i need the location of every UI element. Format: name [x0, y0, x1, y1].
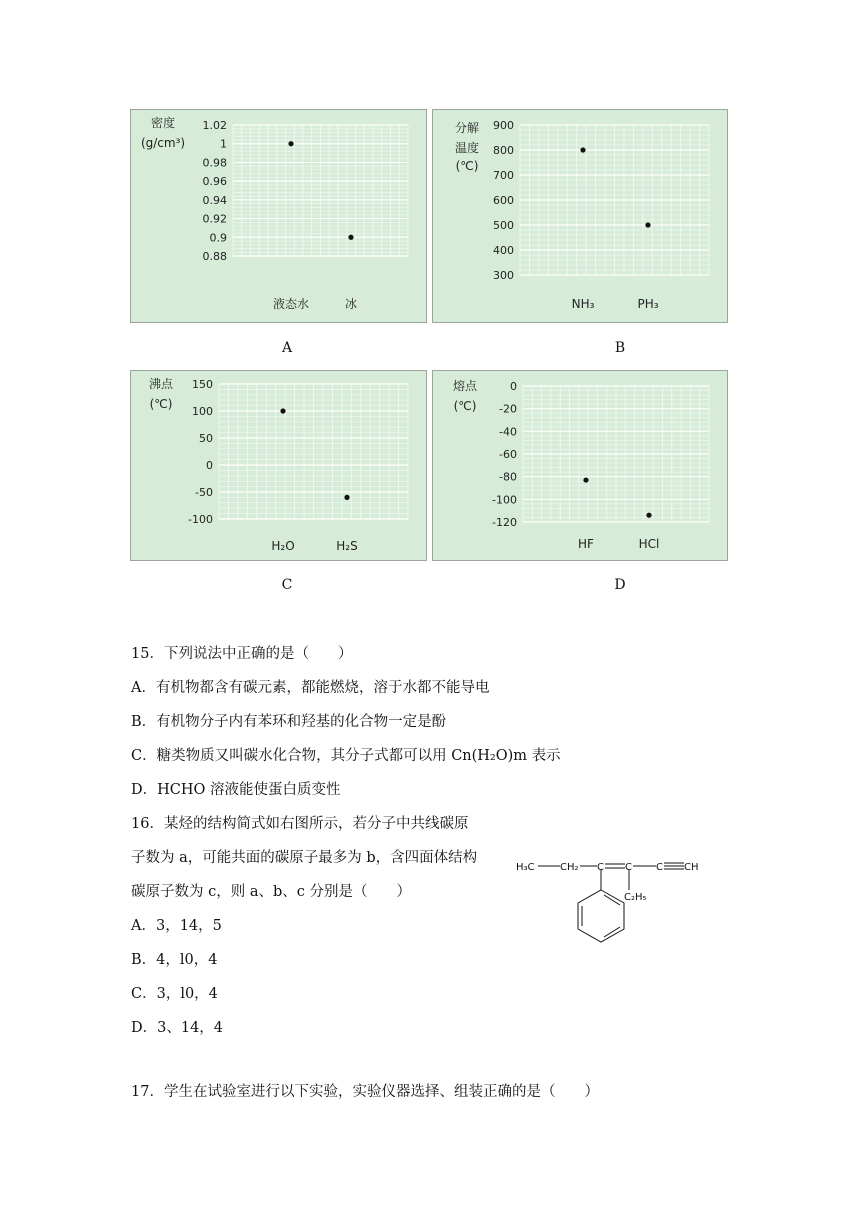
y-tick-label: 600 — [493, 194, 514, 207]
y-tick-label: 0.94 — [202, 193, 227, 207]
y-tick-label: 300 — [493, 269, 514, 282]
formula-c3: C — [656, 862, 663, 873]
q16-option-b: B．4，l0，4 — [131, 952, 218, 968]
x-category-label: H₂S — [336, 539, 358, 553]
data-point — [344, 495, 349, 500]
y-tick-label: 50 — [199, 432, 213, 445]
q16-stem-line-3: 碳原子数为 c，则 a、b、c 分别是（ ） — [131, 884, 411, 900]
q15-stem: 15．下列说法中正确的是（ ） — [131, 646, 353, 662]
y-tick-label: -40 — [499, 425, 517, 439]
y-tick-label: 1 — [220, 137, 227, 151]
y-tick-label: -80 — [499, 470, 517, 484]
formula-h3c: H₃C — [516, 862, 535, 873]
q17-stem: 17．学生在试验室进行以下实验，实验仪器选择、组装正确的是（ ） — [131, 1084, 599, 1100]
chart-d-svg — [433, 371, 729, 562]
chart-boiling-point — [130, 370, 427, 561]
y-tick-label: 150 — [192, 378, 213, 391]
y-tick-label: 0.9 — [209, 231, 227, 245]
gridlines — [520, 125, 709, 275]
y-axis-label: 分解 — [454, 121, 480, 135]
x-category-label: NH₃ — [571, 297, 595, 311]
y-tick-label: 700 — [493, 169, 514, 182]
y-tick-label: 800 — [493, 144, 514, 157]
y-tick-label: 500 — [493, 219, 514, 232]
formula-ch: CH — [684, 862, 699, 873]
gridlines — [219, 384, 408, 519]
y-axis-label: 熔点 — [452, 379, 478, 393]
data-point — [280, 408, 285, 413]
formula-ch2: CH₂ — [560, 862, 579, 873]
y-tick-label: 100 — [192, 405, 213, 418]
y-axis-label: 沸点 — [148, 377, 174, 391]
y-tick-label: -20 — [499, 402, 517, 416]
chart-decomposition-temperature — [432, 109, 728, 323]
formula-c2: C — [625, 862, 632, 873]
data-point — [645, 222, 650, 227]
y-axis-label: (℃) — [149, 397, 173, 411]
gridlines — [233, 125, 408, 256]
q15-option-d: D．HCHO 溶液能使蛋白质变性 — [131, 782, 341, 798]
y-tick-label: -100 — [492, 493, 517, 507]
chart-density — [130, 109, 427, 323]
y-axis-label: 温度 — [454, 141, 480, 155]
y-tick-label: -120 — [492, 516, 517, 529]
chart-b-caption: B — [614, 340, 626, 356]
y-tick-label: 0.98 — [202, 156, 227, 170]
q16-stem-line-1: 16．某烃的结构简式如右图所示，若分子中共线碳原 — [131, 816, 469, 832]
gridlines — [523, 386, 709, 522]
chart-a-caption: A — [281, 340, 293, 356]
y-tick-label: -60 — [499, 448, 517, 461]
x-category-label: HCl — [638, 537, 660, 551]
chart-a-svg — [131, 110, 428, 324]
x-category-label: H₂O — [271, 539, 295, 553]
q16-option-d: D．3、14，4 — [131, 1020, 224, 1036]
chart-d-caption: D — [614, 577, 626, 593]
y-tick-label: 0 — [206, 459, 213, 472]
y-tick-label: 400 — [493, 244, 514, 257]
y-tick-label: 900 — [493, 119, 514, 132]
q15-option-b: B．有机物分子内有苯环和羟基的化合物一定是酚 — [131, 714, 447, 730]
y-tick-label: 0.88 — [202, 250, 227, 263]
y-axis-label: 密度 — [150, 116, 176, 130]
y-tick-label: 0 — [510, 380, 517, 393]
y-tick-label: 0.96 — [202, 175, 227, 189]
chart-c-svg — [131, 371, 428, 562]
data-point — [348, 235, 353, 240]
chart-c-caption: C — [281, 577, 293, 593]
q15-option-c: C．糖类物质又叫碳水化合物，其分子式都可以用 Cn(H₂O)m 表示 — [131, 748, 561, 764]
q16-option-a: A．3，14，5 — [131, 918, 222, 934]
y-tick-label: -100 — [188, 513, 213, 526]
chart-melting-point — [432, 370, 728, 561]
y-tick-label: -50 — [195, 486, 213, 499]
data-point — [583, 477, 588, 482]
formula-c2h5: C₂H₅ — [624, 892, 647, 903]
structural-formula — [512, 848, 702, 958]
data-point — [646, 513, 651, 518]
formula-c1: C — [597, 862, 604, 873]
chart-b-svg — [433, 110, 729, 324]
q15-option-a: A．有机物都含有碳元素，都能燃烧，溶于水都不能导电 — [131, 680, 490, 696]
q16-option-c: C．3，l0，4 — [131, 986, 218, 1002]
y-axis-label: (℃) — [453, 399, 477, 413]
y-axis-label: (g/cm³) — [140, 136, 186, 150]
x-category-label: PH₃ — [637, 297, 659, 311]
data-point — [288, 141, 293, 146]
y-tick-label: 1.02 — [202, 119, 227, 132]
y-axis-label: (℃) — [455, 159, 479, 173]
x-category-label: HF — [578, 537, 594, 551]
x-category-label: 冰 — [344, 297, 358, 311]
y-tick-label: 0.92 — [202, 212, 227, 226]
q16-stem-line-2: 子数为 a，可能共面的碳原子最多为 b，含四面体结构 — [131, 850, 478, 866]
data-point — [580, 147, 585, 152]
x-category-label: 液态水 — [272, 297, 310, 311]
